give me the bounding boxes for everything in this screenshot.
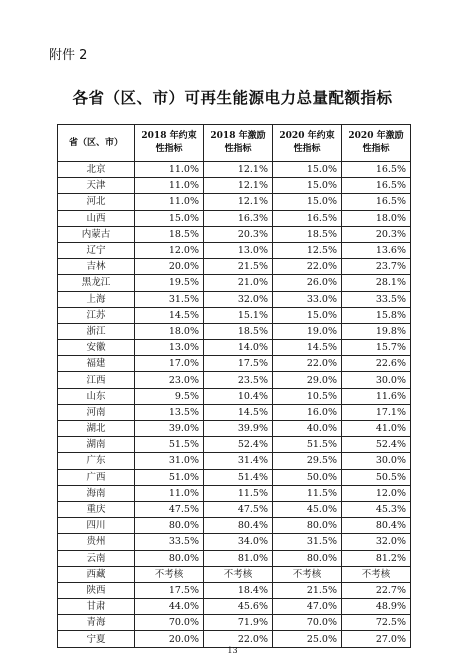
table-row [58, 615, 411, 631]
attachment-label: 附件 2 [49, 48, 88, 63]
table-row [58, 242, 411, 258]
value-2018-incentive: 14.0% [204, 340, 273, 356]
quota-table [57, 124, 411, 648]
value-2018-incentive: 23.5% [204, 372, 273, 388]
header-line: 性指标 [224, 144, 252, 154]
value-2020-binding: 51.5% [273, 437, 342, 453]
value-2018-incentive: 14.5% [204, 404, 273, 420]
value-2018-incentive: 20.3% [204, 226, 273, 242]
value-2020-incentive: 11.6% [342, 388, 411, 404]
value-2020-incentive: 28.1% [342, 275, 411, 291]
value-2020-binding: 15.0% [273, 162, 342, 178]
table-row [58, 340, 411, 356]
value-2020-incentive: 23.7% [342, 259, 411, 275]
value-2020-incentive: 20.3% [342, 226, 411, 242]
value-2018-incentive: 22.0% [204, 631, 273, 647]
header-2020-binding [273, 125, 342, 162]
value-2018-binding: 17.5% [135, 582, 204, 598]
value-2018-binding: 11.0% [135, 162, 204, 178]
page-number: 13 [227, 646, 238, 655]
table-row [58, 599, 411, 615]
value-2020-incentive: 18.0% [342, 210, 411, 226]
table-row [58, 582, 411, 598]
table-row [58, 259, 411, 275]
header-2018-incentive [204, 125, 273, 162]
header-line: 2020 年约束 [279, 131, 335, 141]
header-line: 性指标 [293, 144, 321, 154]
value-2018-incentive: 15.1% [204, 307, 273, 323]
value-2020-binding: 33.0% [273, 291, 342, 307]
table-row [58, 194, 411, 210]
table-row [58, 307, 411, 323]
province-cell: 北京 [58, 162, 135, 178]
value-2020-binding: 25.0% [273, 631, 342, 647]
province-cell: 云南 [58, 550, 135, 566]
table-row [58, 550, 411, 566]
value-2020-incentive: 17.1% [342, 404, 411, 420]
value-2020-binding: 11.5% [273, 485, 342, 501]
value-2018-incentive: 52.4% [204, 437, 273, 453]
table-row [58, 518, 411, 534]
header-line: 性指标 [362, 144, 390, 154]
table-row [58, 501, 411, 517]
value-2018-binding: 17.0% [135, 356, 204, 372]
value-2020-binding: 50.0% [273, 469, 342, 485]
value-2020-incentive: 15.8% [342, 307, 411, 323]
value-2018-binding: 51.5% [135, 437, 204, 453]
table-row [58, 323, 411, 339]
value-2018-binding: 15.0% [135, 210, 204, 226]
province-cell: 江苏 [58, 307, 135, 323]
value-2018-binding: 不考核 [135, 566, 204, 582]
value-2020-binding: 31.5% [273, 534, 342, 550]
value-2020-incentive: 22.7% [342, 582, 411, 598]
table-row [58, 453, 411, 469]
province-cell: 西藏 [58, 566, 135, 582]
value-2020-incentive: 12.0% [342, 485, 411, 501]
value-2020-binding: 70.0% [273, 615, 342, 631]
value-2020-binding: 10.5% [273, 388, 342, 404]
table-row [58, 162, 411, 178]
province-cell: 湖北 [58, 421, 135, 437]
province-cell: 辽宁 [58, 242, 135, 258]
value-2018-incentive: 13.0% [204, 242, 273, 258]
value-2020-binding: 18.5% [273, 226, 342, 242]
province-cell: 河南 [58, 404, 135, 420]
table-row [58, 356, 411, 372]
province-cell: 重庆 [58, 501, 135, 517]
table-row [58, 291, 411, 307]
value-2018-incentive: 45.6% [204, 599, 273, 615]
value-2020-binding: 45.0% [273, 501, 342, 517]
province-cell: 福建 [58, 356, 135, 372]
value-2020-binding: 21.5% [273, 582, 342, 598]
value-2020-incentive: 13.6% [342, 242, 411, 258]
value-2018-incentive: 47.5% [204, 501, 273, 517]
value-2018-incentive: 不考核 [204, 566, 273, 582]
province-cell: 吉林 [58, 259, 135, 275]
value-2018-incentive: 10.4% [204, 388, 273, 404]
value-2020-incentive: 16.5% [342, 162, 411, 178]
value-2020-binding: 29.5% [273, 453, 342, 469]
province-cell: 内蒙古 [58, 226, 135, 242]
value-2020-incentive: 30.0% [342, 372, 411, 388]
value-2020-incentive: 72.5% [342, 615, 411, 631]
table-header-row [58, 125, 411, 162]
province-cell: 海南 [58, 485, 135, 501]
province-cell: 河北 [58, 194, 135, 210]
province-cell: 甘肃 [58, 599, 135, 615]
value-2018-binding: 39.0% [135, 421, 204, 437]
value-2020-binding: 22.0% [273, 356, 342, 372]
value-2018-incentive: 31.4% [204, 453, 273, 469]
value-2020-incentive: 48.9% [342, 599, 411, 615]
value-2018-incentive: 80.4% [204, 518, 273, 534]
value-2018-incentive: 12.1% [204, 178, 273, 194]
value-2018-binding: 20.0% [135, 631, 204, 647]
province-cell: 江西 [58, 372, 135, 388]
value-2020-incentive: 22.6% [342, 356, 411, 372]
value-2018-binding: 20.0% [135, 259, 204, 275]
value-2018-incentive: 18.5% [204, 323, 273, 339]
table-row [58, 631, 411, 647]
province-cell: 广东 [58, 453, 135, 469]
value-2020-binding: 80.0% [273, 550, 342, 566]
value-2020-incentive: 不考核 [342, 566, 411, 582]
value-2020-binding: 80.0% [273, 518, 342, 534]
value-2020-incentive: 19.8% [342, 323, 411, 339]
value-2020-incentive: 27.0% [342, 631, 411, 647]
value-2018-binding: 13.0% [135, 340, 204, 356]
province-cell: 黑龙江 [58, 275, 135, 291]
table-row [58, 421, 411, 437]
table-row [58, 534, 411, 550]
value-2018-binding: 13.5% [135, 404, 204, 420]
header-province [58, 125, 135, 162]
value-2020-binding: 29.0% [273, 372, 342, 388]
header-line: 2018 年激励 [210, 131, 266, 141]
header-2018-binding [135, 125, 204, 162]
province-cell: 广西 [58, 469, 135, 485]
value-2018-binding: 31.5% [135, 291, 204, 307]
value-2020-binding: 12.5% [273, 242, 342, 258]
province-cell: 山东 [58, 388, 135, 404]
table-body [58, 162, 411, 648]
value-2018-binding: 18.0% [135, 323, 204, 339]
value-2018-incentive: 32.0% [204, 291, 273, 307]
value-2020-binding: 22.0% [273, 259, 342, 275]
table-row [58, 275, 411, 291]
province-cell: 天津 [58, 178, 135, 194]
value-2018-binding: 18.5% [135, 226, 204, 242]
header-line: 性指标 [155, 144, 183, 154]
province-cell: 湖南 [58, 437, 135, 453]
province-cell: 宁夏 [58, 631, 135, 647]
value-2018-binding: 44.0% [135, 599, 204, 615]
value-2018-binding: 11.0% [135, 194, 204, 210]
value-2018-binding: 14.5% [135, 307, 204, 323]
value-2020-incentive: 50.5% [342, 469, 411, 485]
value-2020-binding: 16.5% [273, 210, 342, 226]
value-2018-incentive: 71.9% [204, 615, 273, 631]
value-2018-binding: 80.0% [135, 518, 204, 534]
value-2020-incentive: 33.5% [342, 291, 411, 307]
value-2018-incentive: 51.4% [204, 469, 273, 485]
value-2018-incentive: 11.5% [204, 485, 273, 501]
table-row [58, 388, 411, 404]
value-2020-incentive: 52.4% [342, 437, 411, 453]
value-2020-incentive: 16.5% [342, 194, 411, 210]
value-2020-incentive: 30.0% [342, 453, 411, 469]
table-row [58, 404, 411, 420]
value-2018-incentive: 21.0% [204, 275, 273, 291]
value-2020-binding: 15.0% [273, 194, 342, 210]
value-2020-binding: 47.0% [273, 599, 342, 615]
value-2020-binding: 14.5% [273, 340, 342, 356]
value-2018-incentive: 81.0% [204, 550, 273, 566]
table-row [58, 437, 411, 453]
table-row [58, 372, 411, 388]
table-row [58, 178, 411, 194]
value-2020-binding: 26.0% [273, 275, 342, 291]
province-cell: 四川 [58, 518, 135, 534]
value-2020-binding: 不考核 [273, 566, 342, 582]
value-2018-binding: 9.5% [135, 388, 204, 404]
province-cell: 浙江 [58, 323, 135, 339]
table-row [58, 226, 411, 242]
value-2020-binding: 19.0% [273, 323, 342, 339]
value-2018-binding: 19.5% [135, 275, 204, 291]
value-2018-incentive: 17.5% [204, 356, 273, 372]
table-row [58, 469, 411, 485]
value-2018-incentive: 34.0% [204, 534, 273, 550]
value-2018-incentive: 21.5% [204, 259, 273, 275]
province-cell: 青海 [58, 615, 135, 631]
value-2018-binding: 12.0% [135, 242, 204, 258]
value-2018-binding: 70.0% [135, 615, 204, 631]
province-cell: 陕西 [58, 582, 135, 598]
value-2018-binding: 11.0% [135, 178, 204, 194]
value-2018-binding: 51.0% [135, 469, 204, 485]
value-2018-binding: 33.5% [135, 534, 204, 550]
value-2020-binding: 40.0% [273, 421, 342, 437]
value-2018-binding: 47.5% [135, 501, 204, 517]
province-cell: 贵州 [58, 534, 135, 550]
value-2020-incentive: 80.4% [342, 518, 411, 534]
value-2020-incentive: 45.3% [342, 501, 411, 517]
table-row [58, 566, 411, 582]
table-row [58, 485, 411, 501]
province-cell: 山西 [58, 210, 135, 226]
value-2018-binding: 23.0% [135, 372, 204, 388]
header-line: 省（区、市） [68, 137, 123, 148]
value-2018-incentive: 39.9% [204, 421, 273, 437]
value-2020-incentive: 32.0% [342, 534, 411, 550]
value-2020-incentive: 16.5% [342, 178, 411, 194]
header-line: 2020 年激励 [348, 131, 404, 141]
value-2018-binding: 11.0% [135, 485, 204, 501]
value-2020-binding: 15.0% [273, 178, 342, 194]
header-line: 2018 年约束 [141, 131, 197, 141]
value-2020-binding: 16.0% [273, 404, 342, 420]
value-2020-incentive: 41.0% [342, 421, 411, 437]
province-cell: 上海 [58, 291, 135, 307]
value-2018-incentive: 18.4% [204, 582, 273, 598]
value-2018-binding: 80.0% [135, 550, 204, 566]
value-2020-incentive: 15.7% [342, 340, 411, 356]
value-2020-binding: 15.0% [273, 307, 342, 323]
value-2018-incentive: 16.3% [204, 210, 273, 226]
table-row [58, 210, 411, 226]
value-2018-binding: 31.0% [135, 453, 204, 469]
header-2020-incentive [342, 125, 411, 162]
value-2018-incentive: 12.1% [204, 162, 273, 178]
value-2020-incentive: 81.2% [342, 550, 411, 566]
page-title: 各省（区、市）可再生能源电力总量配额指标 [72, 89, 393, 107]
province-cell: 安徽 [58, 340, 135, 356]
value-2018-incentive: 12.1% [204, 194, 273, 210]
